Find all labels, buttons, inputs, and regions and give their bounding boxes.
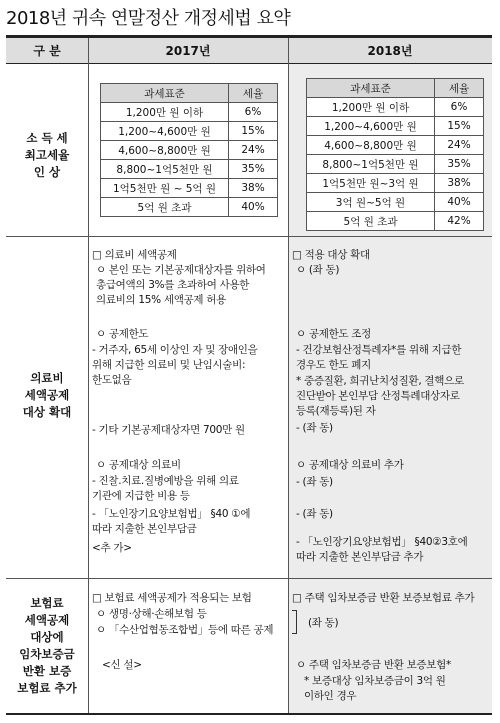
header-category: 구 분	[33, 44, 61, 58]
table-cell: 15%	[435, 117, 484, 136]
row-label-insurance	[6, 595, 88, 697]
table-row	[101, 103, 278, 122]
table-row	[307, 117, 484, 136]
header-2017: 2017년	[165, 44, 211, 58]
table-cell: 1,200만 원 이하	[101, 103, 229, 122]
table-cell: 5억 원 초과	[101, 198, 229, 217]
table-cell: 세율	[229, 84, 278, 103]
text-line: - 진찰.치료.질병예방을 위해 의료	[92, 475, 239, 487]
table-cell: 8,800~1억5천만 원	[101, 160, 229, 179]
text-line: □ 적용 대상 확대	[292, 249, 370, 261]
table-cell: 1억5천만 원 ~ 5억 원	[101, 179, 229, 198]
text-line: ㅇ 공제한도	[96, 328, 149, 340]
text-line: <신 설>	[102, 659, 142, 671]
table-cell: 35%	[229, 160, 278, 179]
table-cell: 15%	[229, 122, 278, 141]
label-line: 세액공제	[24, 613, 70, 627]
table-row	[101, 122, 278, 141]
table-cell: 1,200~4,600만 원	[101, 122, 229, 141]
table-header	[6, 38, 492, 64]
divider	[6, 578, 492, 579]
header-2018: 2018년	[367, 44, 413, 58]
text-line: 한도없음	[92, 374, 132, 386]
text-line: ㅇ 공제대상 의료비	[96, 459, 181, 471]
summary-table	[6, 35, 492, 715]
table-row	[101, 141, 278, 160]
table-cell: 1,200만 원 이하	[307, 98, 435, 117]
table-cell: 4,600~8,800만 원	[307, 136, 435, 155]
text-line: - 「노인장기요양보험법」 §40 ①에	[92, 508, 251, 520]
text-line: 경우도 한도 폐지	[296, 359, 371, 371]
table-header-row	[101, 84, 278, 103]
table-row	[101, 198, 278, 217]
divider	[88, 38, 89, 713]
page-title: 2018년 귀속 연말정산 개정세법 요약	[6, 8, 291, 29]
table-cell: 38%	[435, 174, 484, 193]
table-cell: 4,600~8,800만 원	[101, 141, 229, 160]
text-line: (좌 동)	[308, 617, 339, 629]
text-line: 따라 지출한 본인부담금 추가	[296, 551, 424, 563]
table-row	[307, 136, 484, 155]
text-line: * 보증대상 임차보증금이 3억 원	[304, 675, 446, 687]
text-line: - (좌 동)	[296, 476, 333, 488]
table-cell: 과세표준	[307, 79, 435, 98]
text-line: ㅇ 주택 임차보증금 반환 보증보험*	[296, 659, 451, 671]
table-cell: 35%	[435, 155, 484, 174]
text-line: ㅇ 공제한도 조정	[296, 328, 371, 340]
text-line: <추 가>	[92, 542, 132, 554]
label-line: 대상 확대	[22, 405, 72, 419]
label-line: 의료비	[30, 371, 64, 385]
table-row	[307, 98, 484, 117]
text-line: ㅇ 생명·상해·손해보험 등	[96, 608, 207, 620]
text-line: 의료비의 15% 세액공제 허용	[96, 294, 226, 306]
table-row	[307, 193, 484, 212]
label-line: 대상에	[30, 630, 64, 644]
table-cell: 1,200~4,600만 원	[307, 117, 435, 136]
text-line: 진단받아 본인부담 산정특례대상자로	[296, 390, 460, 402]
label-line: 세액공제	[24, 388, 70, 402]
text-line: ㅇ 「수산업협동조합법」등에 따른 공제	[96, 624, 274, 636]
label-line: 보험료 추가	[17, 681, 77, 695]
table-row	[307, 155, 484, 174]
table-cell: 24%	[435, 136, 484, 155]
text-line: 총급여액의 3%를 초과하여 사용한	[96, 279, 250, 291]
text-line: □ 의료비 세액공제	[92, 249, 177, 261]
text-line: □ 보험료 세액공제가 적용되는 보험	[92, 592, 252, 604]
table-cell: 과세표준	[101, 84, 229, 103]
text-line: - 거주자, 65세 이상인 자 및 장애인을	[92, 344, 258, 356]
table-header-row	[307, 79, 484, 98]
table-cell: 1억5천만 원~3억 원	[307, 174, 435, 193]
text-line: - 「노인장기요양보험법」 §40②3호에	[296, 536, 468, 548]
table-cell: 38%	[229, 179, 278, 198]
table-cell: 24%	[229, 141, 278, 160]
label-line: 소 득 세	[26, 131, 68, 145]
table-cell: 6%	[229, 103, 278, 122]
text-line: ㅇ (좌 동)	[296, 264, 340, 276]
text-line: - (좌 동)	[296, 508, 333, 520]
table-row	[101, 179, 278, 198]
text-line: * 중증질환, 희귀난치성질환, 결핵으로	[296, 375, 464, 387]
text-line: ㅇ 공제대상 의료비 추가	[296, 459, 404, 471]
table-row	[101, 160, 278, 179]
text-line: 기관에 지급한 비용 등	[92, 490, 190, 502]
text-line: 따라 지출한 본인부담금	[92, 523, 197, 535]
text-line: 등록(재등록)된 자	[296, 405, 376, 417]
table-cell: 8,800~1억5천만 원	[307, 155, 435, 174]
tax-table-2017	[100, 83, 278, 217]
table-row	[307, 212, 484, 231]
table-cell: 3억 원~5억 원	[307, 193, 435, 212]
table-cell: 40%	[229, 198, 278, 217]
table-row	[307, 174, 484, 193]
divider	[288, 38, 289, 713]
table-cell: 세율	[435, 79, 484, 98]
tax-table-2018	[306, 78, 484, 231]
text-line: □ 주택 임차보증금 반환 보증보험료 추가	[292, 592, 475, 604]
table-cell: 5억 원 초과	[307, 212, 435, 231]
table-cell: 6%	[435, 98, 484, 117]
bracket-mark	[292, 610, 297, 634]
text-line: 이하인 경우	[304, 690, 357, 702]
table-cell: 42%	[435, 212, 484, 231]
text-line: - 기타 기본공제대상자면 700만 원	[92, 424, 245, 436]
label-line: 보험료	[30, 596, 64, 610]
text-line: ㅇ 본인 또는 기본공제대상자를 위하여	[96, 264, 266, 276]
label-line: 임차보증금	[19, 647, 75, 661]
row-label-medical	[6, 370, 88, 421]
label-line: 최고세율	[24, 148, 70, 162]
divider	[6, 236, 492, 237]
table-cell: 40%	[435, 193, 484, 212]
text-line: 위해 지급한 의료비 및 난임시술비:	[92, 359, 246, 371]
text-line: - (좌 동)	[296, 422, 333, 434]
label-line: 인 상	[33, 165, 61, 179]
text-line: - 건강보험산정특례자*를 위해 지급한	[296, 344, 462, 356]
label-line: 반환 보증	[22, 664, 72, 678]
row-label-tax-rate	[6, 130, 88, 181]
